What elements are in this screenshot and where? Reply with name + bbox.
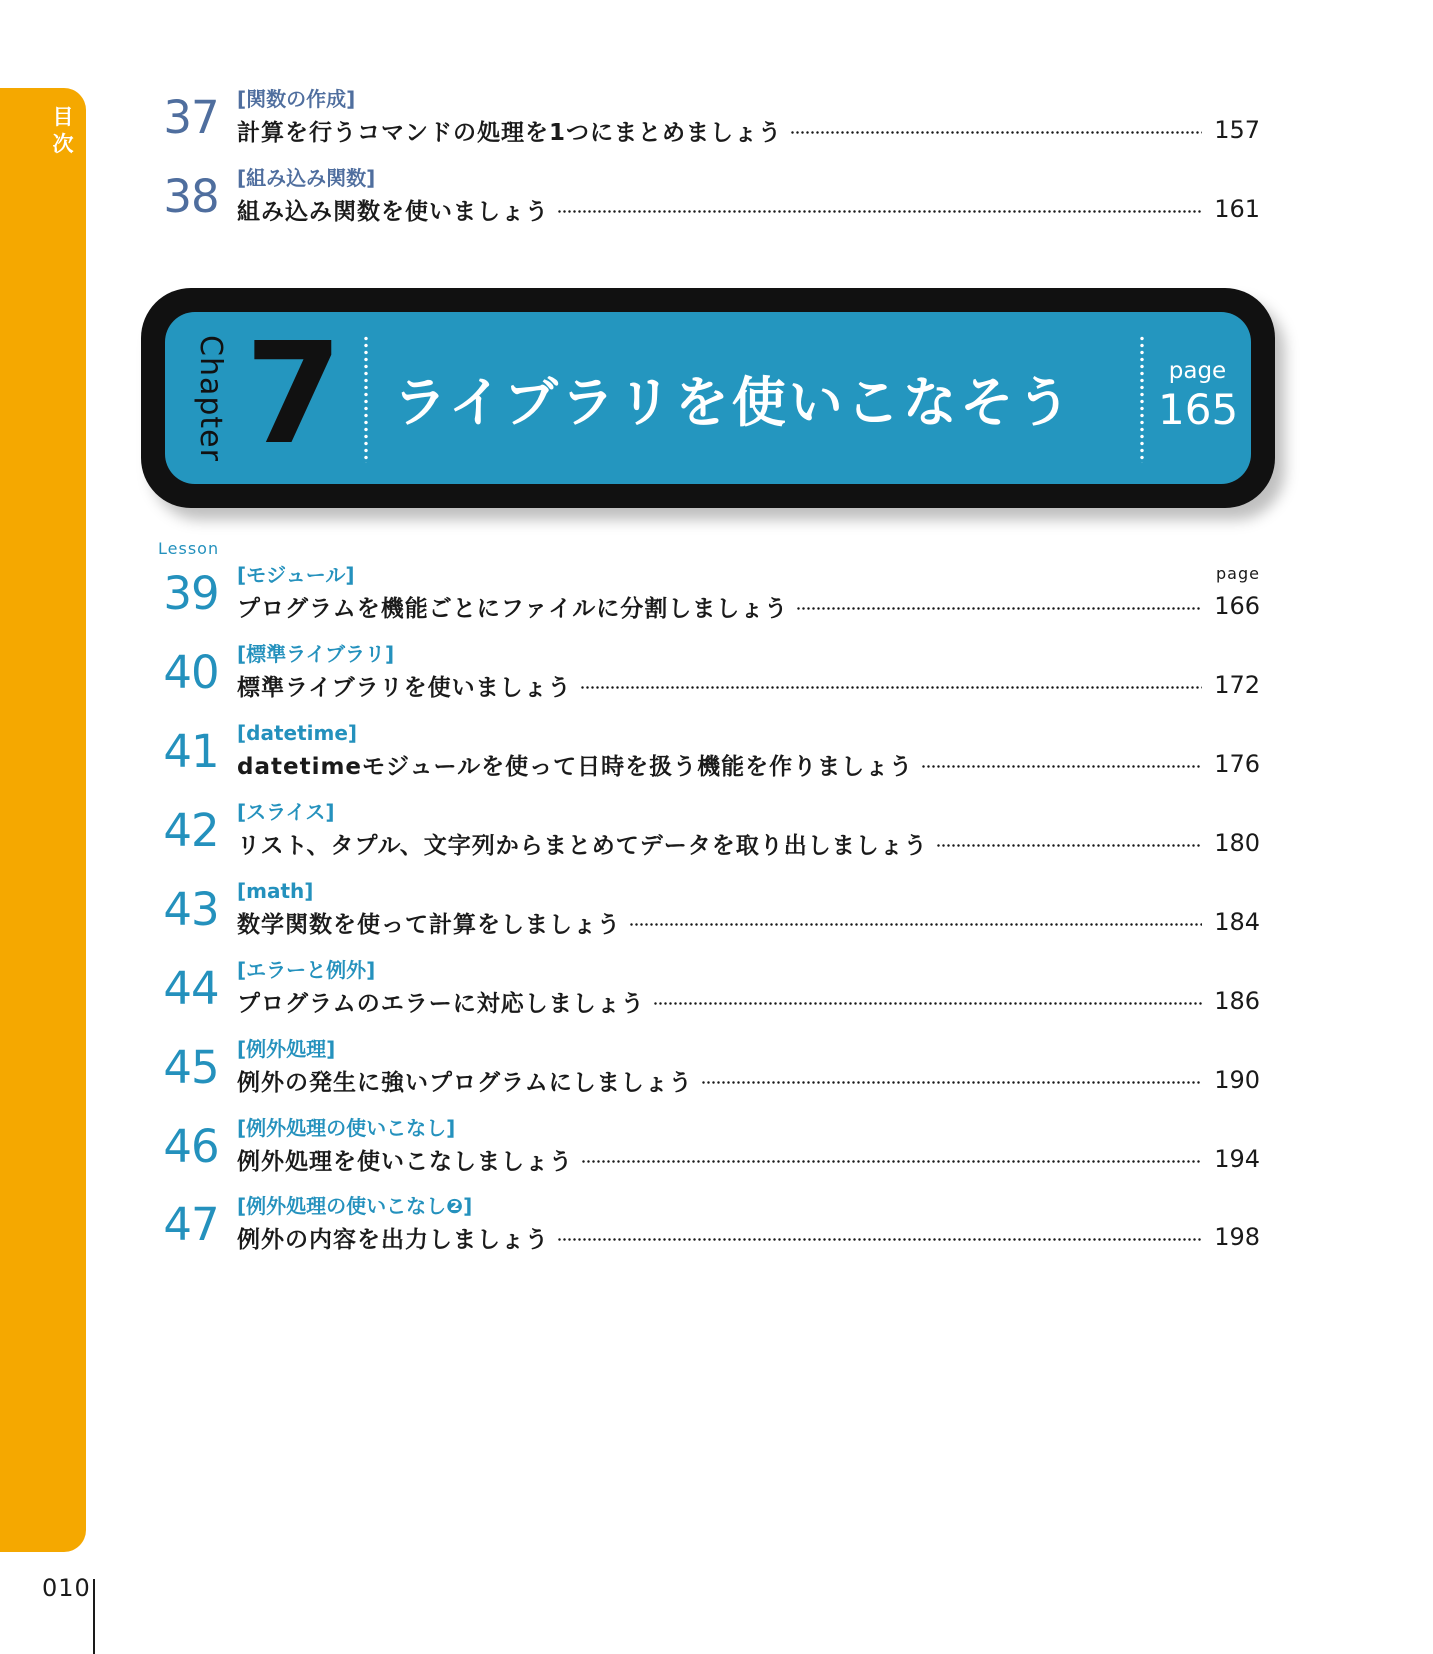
chapter-title: ライブラリを使いこなそう [393,371,1074,434]
dot-leader [790,131,1202,134]
lesson-number: 47 [163,1198,219,1251]
dot-leader [796,607,1202,610]
toc-entry[interactable] [155,1115,1260,1195]
lesson-number: 46 [163,1120,219,1173]
lesson-page: 198 [1214,1223,1260,1251]
toc-entry[interactable] [155,799,1260,879]
lesson-page: 184 [1214,908,1260,936]
toc-entry[interactable] [155,878,1260,958]
lesson-number: 37 [163,91,219,144]
lesson-tag: [例外処理] [237,1037,336,1061]
toc-entry[interactable] [155,720,1260,800]
lesson-tag: [math] [237,879,314,903]
page-number: 010 [42,1574,91,1602]
chapter-number: 7 [245,313,343,476]
lesson-number: 44 [163,962,219,1015]
lesson-number: 45 [163,1041,219,1094]
dot-leader [936,844,1202,847]
chapter-divider-left [364,335,368,463]
lesson-number: 43 [163,883,219,936]
lesson-tag: [標準ライブラリ] [237,642,395,666]
lesson-tag: [datetime] [237,721,358,745]
lesson-page: 180 [1214,829,1260,857]
chapter-page-number: 165 [1158,385,1239,434]
toc-entry[interactable] [155,1193,1260,1273]
chapter-page-label: page [1168,358,1227,384]
lesson-tag: [エラーと例外] [237,958,376,982]
lesson-number: 42 [163,804,219,857]
lesson-tag: [モジュール] [237,563,355,587]
dot-leader [921,765,1202,768]
lesson-page: 176 [1214,750,1260,778]
lesson-tag: [スライス] [237,800,335,824]
dot-leader [557,210,1202,213]
lesson-tag: [例外処理の使いこなし❷] [237,1194,473,1218]
lesson-title: 例外の内容を出力しましょう [237,1226,549,1253]
lesson-number: 40 [163,646,219,699]
page-column-label: page [1216,564,1260,583]
side-index-tab [0,88,86,1552]
lesson-number: 41 [163,725,219,778]
lesson-title: 数学関数を使って計算をしましょう [237,911,621,938]
lesson-title: 例外処理を使いこなしましょう [237,1148,573,1175]
dot-leader [701,1081,1202,1084]
toc-entry[interactable] [155,165,1260,245]
lesson-title: プログラムを機能ごとにファイルに分割しましょう [237,595,789,622]
chapter-word: Chapter [192,334,228,462]
lesson-title: datetimeモジュールを使って日時を扱う機能を作りましょう [237,753,914,780]
toc-entry[interactable] [155,957,1260,1037]
lesson-page: 157 [1214,116,1260,144]
page-number-rule [93,1579,95,1654]
toc-entry[interactable] [155,641,1260,721]
lesson-number: 38 [163,170,219,223]
dot-leader [557,1238,1202,1241]
lesson-page: 161 [1214,195,1260,223]
lesson-title: 標準ライブラリを使いましょう [237,674,572,701]
toc-entry[interactable] [155,562,1260,642]
dot-leader [580,686,1202,689]
lesson-title: 例外の発生に強いプログラムにしましょう [237,1069,693,1096]
lesson-page: 186 [1214,987,1260,1015]
dot-leader [581,1160,1202,1163]
toc-entry[interactable] [155,86,1260,166]
lesson-column-label: Lesson [158,539,220,558]
dot-leader [629,923,1202,926]
lesson-tag: [例外処理の使いこなし] [237,1116,456,1140]
lesson-title: 組み込み関数を使いましょう [237,198,549,225]
chapter-divider-right [1140,335,1144,463]
side-tab-label: 目次 [52,105,74,156]
lesson-title: リスト、タプル、文字列からまとめてデータを取り出しましょう [237,832,928,859]
toc-entry[interactable] [155,1036,1260,1116]
lesson-number: 39 [163,567,219,620]
lesson-page: 194 [1214,1145,1260,1173]
lesson-page: 190 [1214,1066,1260,1094]
lesson-title: プログラムのエラーに対応しましょう [237,990,645,1017]
lesson-page: 172 [1214,671,1260,699]
lesson-page: 166 [1214,592,1260,620]
lesson-tag: [関数の作成] [237,87,356,111]
lesson-title: 計算を行うコマンドの処理を1つにまとめましょう [237,119,783,146]
lesson-tag: [組み込み関数] [237,166,376,190]
dot-leader [653,1002,1202,1005]
